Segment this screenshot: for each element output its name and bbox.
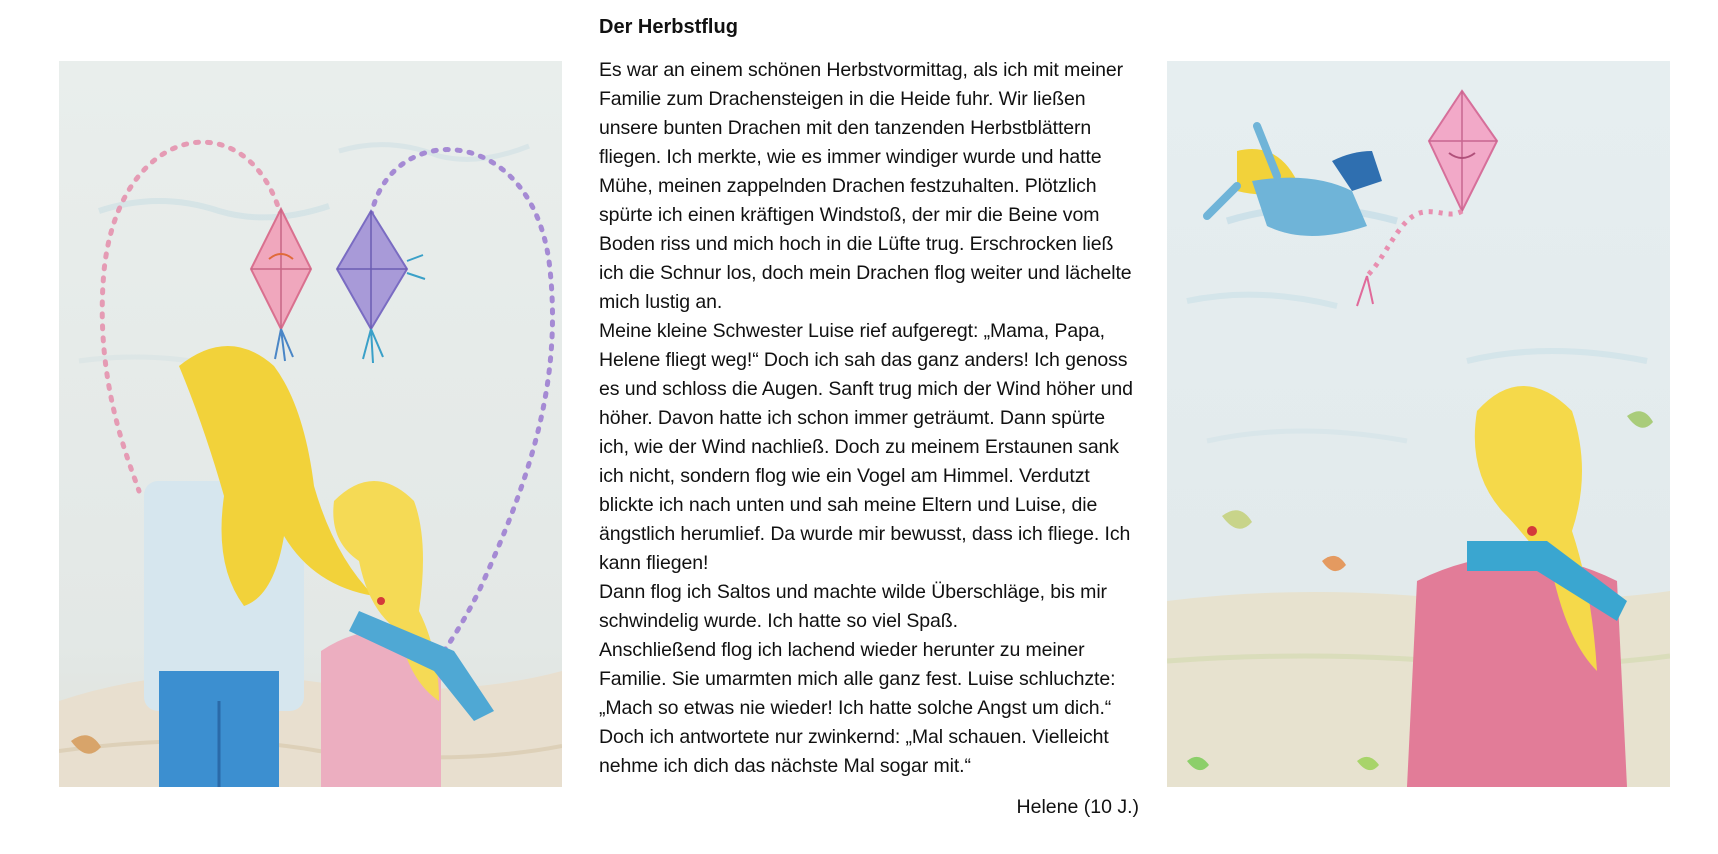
story-title: Der Herbstflug <box>599 16 738 38</box>
story-text-column <box>599 12 1139 818</box>
author-signature: Helene (10 J.) <box>1016 796 1139 818</box>
family-kites-drawing <box>59 61 562 787</box>
illustration-right-girl-flying <box>1167 61 1670 787</box>
story-paragraph: Dann flog ich Saltos und machte wilde Überschläge, bis mir schwindelig wurde. Ich hatte so viel Spaß. <box>599 581 1107 632</box>
story-paragraph: Es war an einem schönen Herbstvormittag, als ich mit meiner Familie zum Drachensteigen in die Heide fuhr. Wir ließen unsere bunten Drachen mit den tanzenden Herbstblättern fliegen. Ich merkte, wie es immer windiger wurde und hatte Mühe, meinen zappelnden Drachen festzuhalten. Plötzlich spürte ich einen kräftigen Windstoß, der mir die Beine vom Boden riss und mich hoch in die Lüfte trug. Erschrocken ließ ich die Schnur los, doch mein Drachen flog weiter und lächelte mich lustig an. <box>599 59 1132 313</box>
story-paragraph: Meine kleine Schwester Luise rief aufgeregt: „Mama, Papa, Helene fliegt weg!“ Doch ich sah das ganz anders! Ich genoss es und schloss die Augen. Sanft trug mich der Wind höher und höher. Davon hatte ich schon immer geträumt. Dann spürte ich, wie der Wind nachließ. Doch zu meinem Erstaunen sank ich nicht, sondern flog wie ein Vogel am Himmel. Verdutzt blickte ich nach unten und sah meine Eltern und Luise, die ängstlich herumlief. Da wurde mir bewusst, dass ich fliege. Ich kann fliegen! <box>599 320 1133 574</box>
story-paragraph: Anschließend flog ich lachend wieder herunter zu meiner Familie. Sie umarmten mich alle ganz fest. Luise schluchzte: „Mach so etwas nie wieder! Ich hatte solche Angst um dich.“ Doch ich antwortete nur zwinkernd: „Mal schauen. Vielleicht nehme ich dich das nächste Mal sogar mit.“ <box>599 639 1116 777</box>
story-body <box>599 56 1139 781</box>
illustration-left-family-with-kites <box>59 61 562 787</box>
girl-flying-drawing <box>1167 61 1670 787</box>
